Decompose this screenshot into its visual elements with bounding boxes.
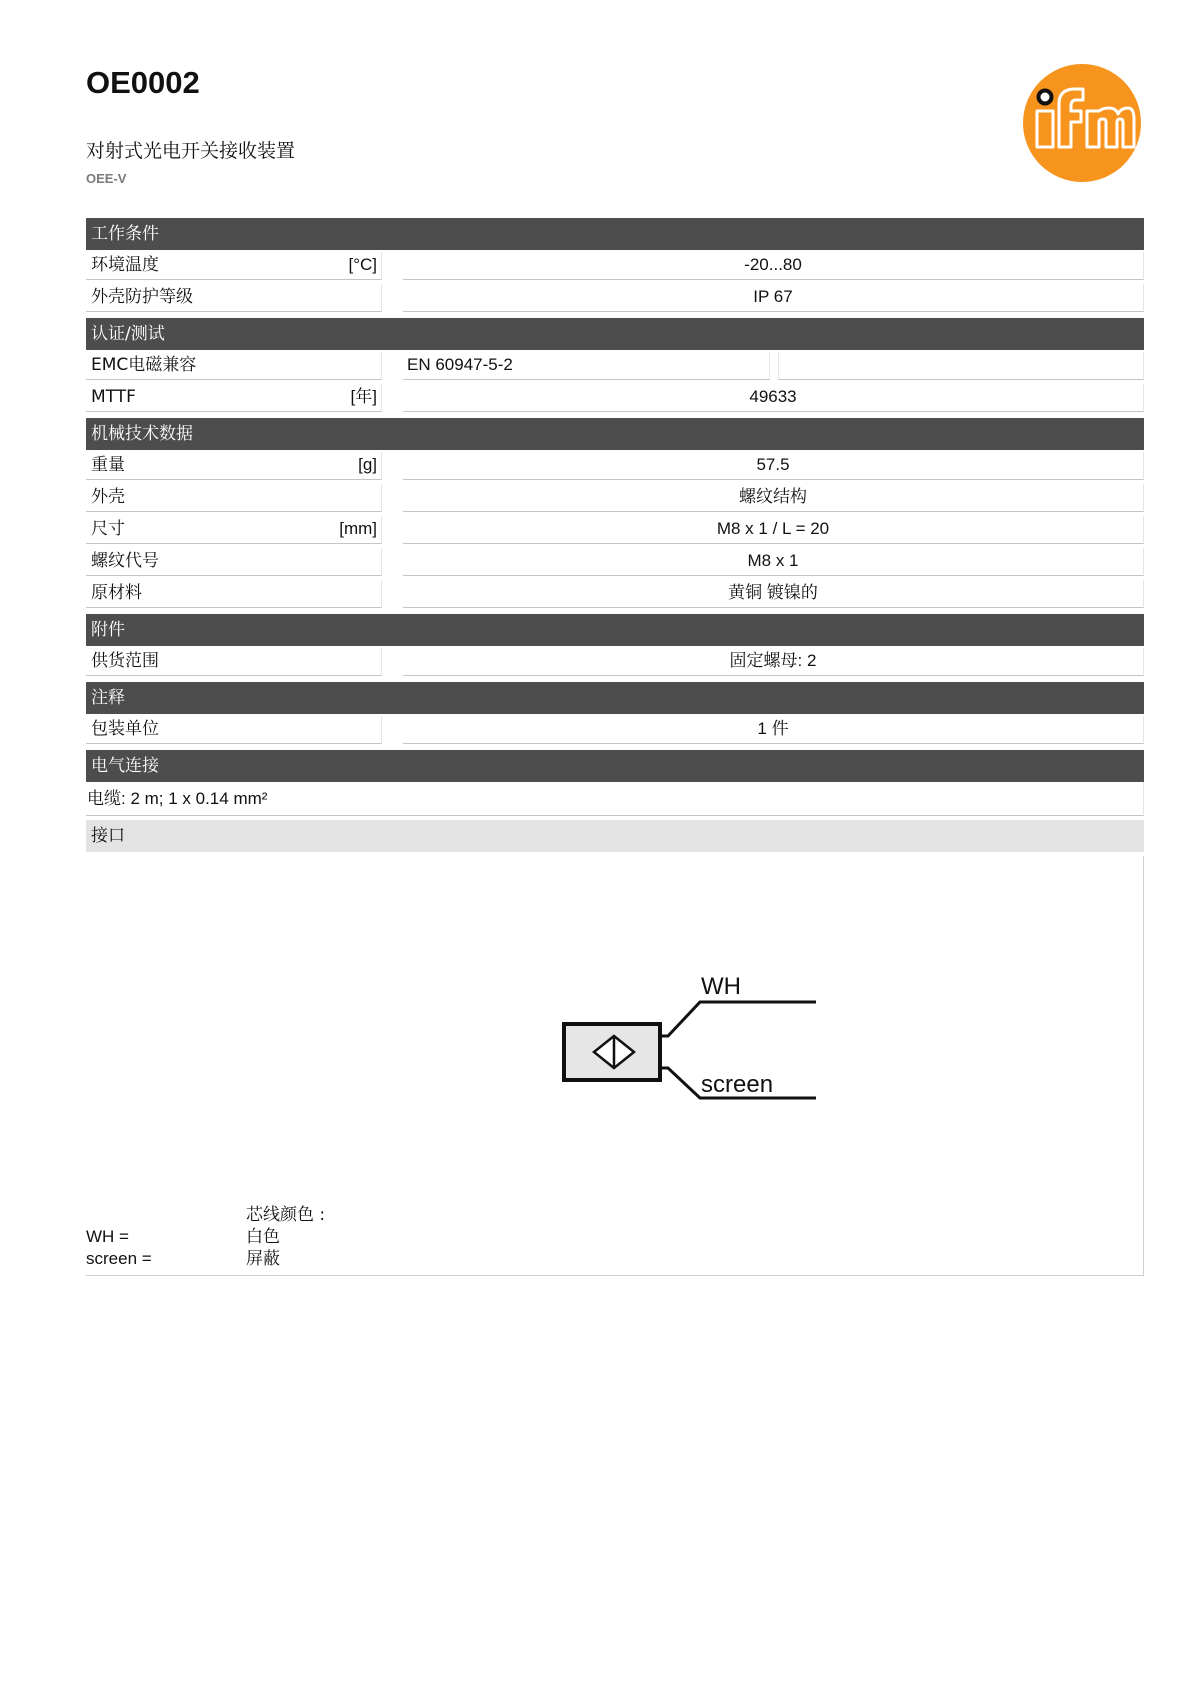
row-label (86, 484, 382, 512)
cable-spec: 电缆: 2 m; 1 x 0.14 mm² (86, 782, 1144, 816)
section-remarks: 注释 (86, 682, 1144, 714)
row-value: 57.5 (403, 452, 1144, 480)
row-value: EN 60947-5-2 (403, 352, 770, 380)
row-label-text: 供货范围 (91, 651, 159, 671)
table-row (86, 350, 1144, 382)
row-unit: [°C] (348, 255, 377, 274)
table-row (86, 714, 1144, 746)
type-code: OEE-V (86, 171, 127, 186)
interface-panel (86, 856, 1144, 1276)
wire-wh (660, 1002, 816, 1036)
table-row (86, 450, 1144, 482)
row-label-text: 螺纹代号 (91, 551, 159, 571)
row-label-text: EMC电磁兼容 (91, 355, 197, 375)
row-label-text: 原材料 (91, 583, 142, 603)
row-label (86, 516, 382, 544)
section-operating: 工作条件 (86, 218, 1144, 250)
row-label-text: 尺寸 (91, 519, 125, 539)
row-value-empty (778, 352, 1144, 380)
row-label (86, 548, 382, 576)
row-unit: [mm] (339, 519, 377, 538)
row-label-text: 外壳 (91, 487, 125, 507)
row-value: IP 67 (403, 284, 1144, 312)
table-row (86, 578, 1144, 610)
table-row (86, 646, 1144, 678)
table-row (86, 482, 1144, 514)
row-unit: [年] (350, 387, 377, 406)
section-mechanical: 机械技术数据 (86, 418, 1144, 450)
wire-screen-label: screen (701, 1071, 774, 1098)
row-label-text: 包装单位 (91, 719, 159, 739)
row-label (86, 648, 382, 676)
legend-code: screen = (86, 1249, 152, 1268)
row-value: 固定螺母: 2 (403, 648, 1144, 676)
row-value: 49633 (403, 384, 1144, 412)
row-label-text: MTTF (91, 387, 136, 407)
row-value: M8 x 1 (403, 548, 1144, 576)
row-value: -20...80 (403, 252, 1144, 280)
product-code: OE0002 (86, 65, 200, 100)
ifm-logo (1023, 64, 1141, 182)
wiring-diagram (476, 944, 816, 1114)
row-label (86, 352, 382, 380)
row-value: M8 x 1 / L = 20 (403, 516, 1144, 544)
legend-color: 白色 (246, 1227, 280, 1247)
table-row (86, 514, 1144, 546)
row-label (86, 716, 382, 744)
row-label (86, 452, 382, 480)
table-row (86, 250, 1144, 282)
row-value: 黄铜 镀镍的 (403, 580, 1144, 608)
row-label (86, 384, 382, 412)
spec-table (86, 218, 1144, 1276)
row-label-text: 重量 (91, 455, 125, 475)
row-label (86, 284, 382, 312)
interface-heading: 接口 (86, 820, 1144, 852)
table-row (86, 546, 1144, 578)
section-approvals: 认证/测试 (86, 318, 1144, 350)
legend-code: WH = (86, 1227, 129, 1246)
table-row (86, 282, 1144, 314)
legend-header: 芯线颜色 : (246, 1205, 326, 1225)
row-label (86, 580, 382, 608)
row-label-text: 外壳防护等级 (91, 287, 193, 307)
row-label-text: 环境温度 (91, 255, 159, 275)
legend-color: 屏蔽 (246, 1249, 280, 1269)
row-value: 1 件 (403, 716, 1144, 744)
wire-wh-label: WH (701, 973, 741, 1000)
row-label (86, 252, 382, 280)
section-accessories: 附件 (86, 614, 1144, 646)
table-row (86, 382, 1144, 414)
product-name: 对射式光电开关接收装置 (86, 140, 296, 162)
row-unit: [g] (358, 455, 377, 474)
section-electrical: 电气连接 (86, 750, 1144, 782)
row-value: 螺纹结构 (403, 484, 1144, 512)
